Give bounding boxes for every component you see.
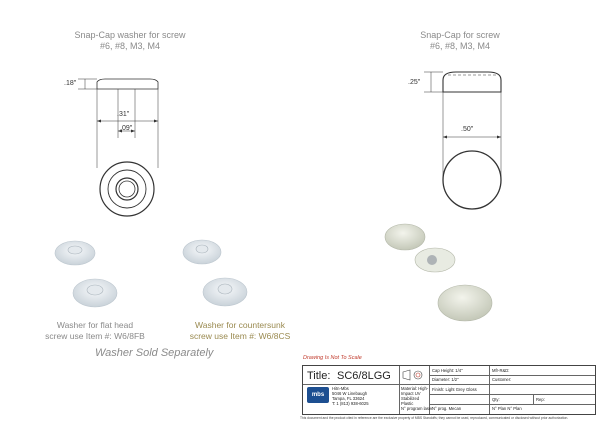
washer-photos [50, 228, 260, 318]
flat-washer-photo-1 [55, 241, 95, 265]
washer-sold-separately-note: Washer Sold Separately [95, 347, 214, 359]
title-label: Title: [307, 370, 331, 382]
cap-photo-open [385, 224, 455, 272]
program-mecan: N° prog. Mecan [432, 406, 462, 411]
qty-field: Qty: [492, 397, 500, 402]
mfr-rd-field: Mfr-R&D: [492, 368, 510, 373]
material-spec: Material: High-Impact UV Stabilized Plastic [401, 386, 429, 406]
diameter-spec: Diameter: 1/2" [432, 377, 459, 382]
cap-photo-closed [438, 285, 492, 321]
flat-washer-photo-2 [73, 279, 117, 307]
cap-title-line2: #6, #8, M3, M4 [429, 41, 491, 51]
projection-symbol-icon [402, 369, 426, 381]
title-block [302, 365, 596, 415]
countersunk-washer-caption [175, 320, 305, 342]
not-to-scale-note: Drawing Is Not To Scale [303, 355, 362, 361]
countersunk-washer-photo-1 [183, 240, 221, 264]
cap-height-dim: .25" [408, 79, 421, 86]
customer-field: Customer: [492, 377, 512, 382]
program-laser: N° program laser [401, 406, 433, 411]
countersunk-washer-photo-2 [203, 278, 247, 306]
company-address-line2: Tampa, FL 33624 [332, 396, 365, 401]
part-number: SC6/8LGG [337, 370, 391, 382]
washer-height-dim: .18" [64, 80, 77, 87]
rep-field: Rep: [536, 397, 545, 402]
flat-caption-line1: Washer for flat head [56, 320, 134, 330]
cap-photos [380, 215, 510, 330]
flat-washer-caption [30, 320, 160, 342]
countersunk-caption-line1: Washer for countersunk [195, 320, 285, 330]
cap-title-line1: Snap-Cap for screw [420, 30, 500, 40]
cap-diameter-dim: .50" [461, 126, 474, 133]
company-address-line1: 5046 W Linebaugh [332, 391, 368, 396]
washer-technical-drawing [0, 0, 300, 230]
washer-title-line2: #6, #8, M3, M4 [99, 41, 161, 51]
disclaimer-text: This document and the product cited in reference are the exclusive property of MBS Standoffs; they cannot be used, reproduced, communicated or disclosed without prior authorization. [300, 416, 569, 420]
company-name: Hitn-Mbs [332, 386, 349, 391]
cap-height-spec: Cap Height: 1/4" [432, 368, 463, 373]
cap-technical-drawing [300, 0, 600, 230]
flat-caption-line2: screw use Item #: W6/8FB [45, 331, 145, 341]
washer-title-line1: Snap-Cap washer for screw [74, 30, 186, 40]
washer-inner-dim: .09" [120, 125, 133, 132]
countersunk-caption-line2: screw use Item #: W6/8CS [189, 331, 291, 341]
company-logo: mbs [307, 387, 329, 403]
finish-spec: Finish: Light Grey Gloss [432, 387, 477, 392]
company-phone: T: 1 (813) 938-6025 [332, 401, 369, 406]
plan-number-field: N° Plan N° Plan [492, 406, 522, 411]
washer-outer-dim: .31" [117, 111, 130, 118]
